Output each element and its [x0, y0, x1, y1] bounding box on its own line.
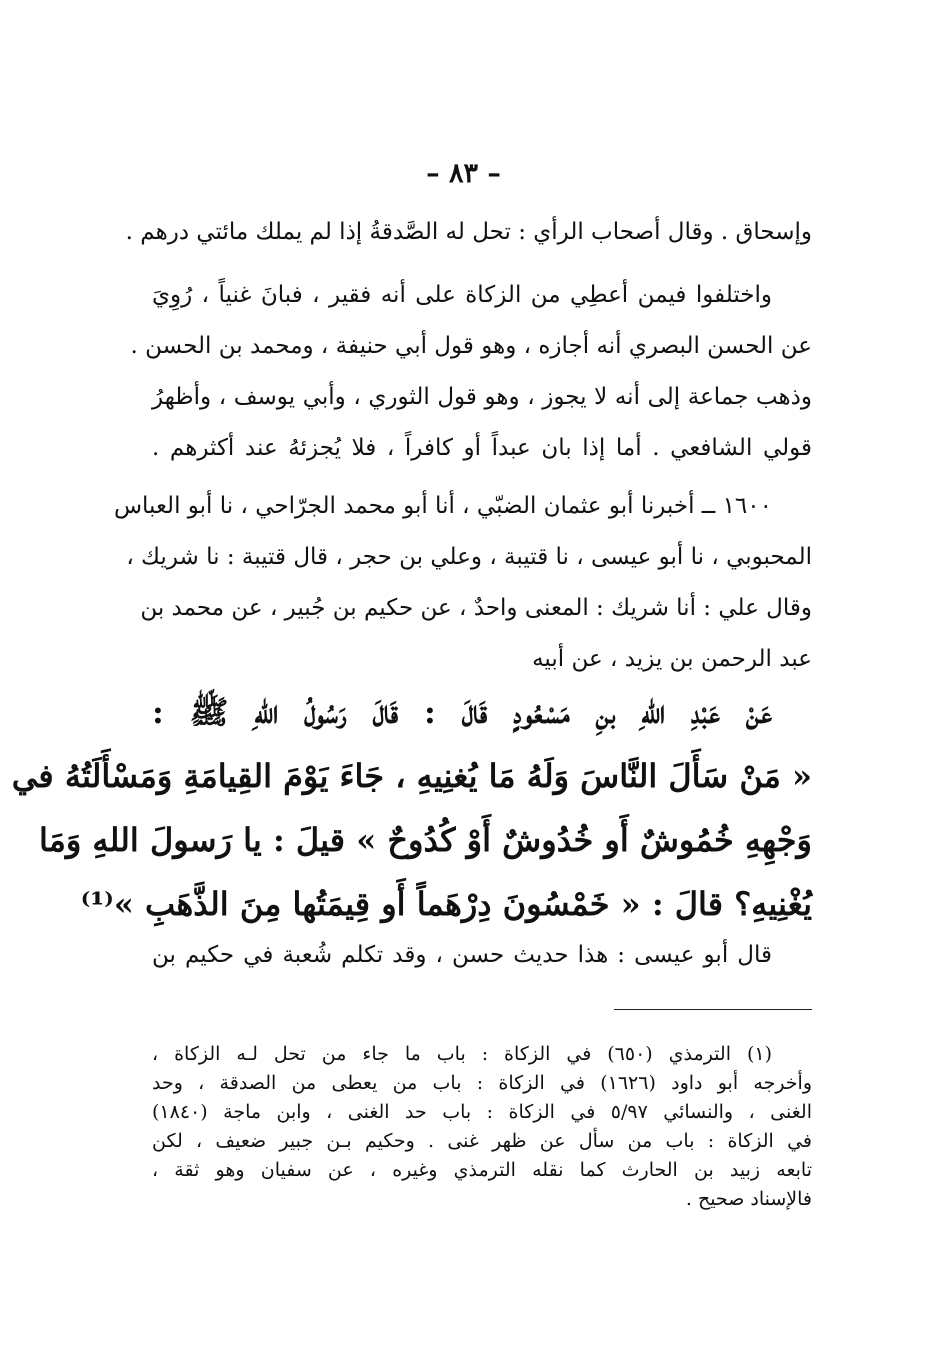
footnote-line: في الزكاة : باب من سأل عن ظهر غنى . وحكيم بـن جبير ضعيف ، لكن [152, 1130, 812, 1152]
paragraph-isnad [113, 481, 812, 685]
footnote-line: الغنى ، والنسائي ٥/٩٧ في الزكاة : باب حد الغنى ، وابن ماجة (١٨٤٠) [152, 1101, 812, 1123]
footnote-line: (١) الترمذي (٦٥٠) في الزكاة : باب ما جاء من تحل لـه الزكاة ، [152, 1043, 772, 1065]
text-line: ١٦٠٠ ــ أخبرنا أبو عثمان الضبّي ، أنا أبو محمد الجرّاحي ، نا أبو العباس [113, 493, 772, 519]
text-line: المحبوبي ، نا أبو عيسى ، نا قتيبة ، وعلي بن حجر ، قال قتيبة : نا شريك ، [126, 544, 812, 570]
continuation-text [125, 207, 812, 258]
footnote-line: تابعه زبيد بن الحارث كما نقله الترمذي وغيره ، عن سفيان وهو ثقة ، [152, 1159, 812, 1181]
text-line: واختلفوا فيمن أعطِي من الزكاة على أنه فقير ، فبانَ غنياً ، رُوِيَ [152, 282, 772, 308]
page-number: – ٨٣ – [426, 158, 501, 189]
text-line: وذهب جماعة إلى أنه لا يجوز ، وهو قول الثوري ، وأبي يوسف ، وأظهرُ [152, 384, 812, 410]
hadith-line: « مَنْ سَأَلَ النَّاسَ وَلَهُ مَا يُغنِيهِ ، جَاءَ يَوْمَ القِيامَةِ وَمَسْأَلَتُهُ في [11, 757, 812, 795]
paragraph-zakat-dispute [130, 270, 812, 474]
hadith-line: وَجْهِهِ خُمُوشٌ أَو خُدُوشٌ أَوْ كُدُوحٌ » قيلَ : يا رَسولَ اللهِ وَمَا [38, 821, 812, 859]
hadith-text [11, 680, 812, 936]
text-line: قولي الشافعي . أما إذا بان عبداً أو كافراً ، فلا يُجزئهُ عند أكثرهم . [152, 435, 812, 461]
footnote-line: وأخرجه أبو داود (١٦٢٦) في الزكاة : باب من يعطى من الصدقة ، وحد [152, 1072, 813, 1094]
text-line: عن الحسن البصري أنه أجازه ، وهو قول أبي حنيفة ، ومحمد بن الحسن . [130, 333, 812, 359]
footnote-divider [614, 1009, 812, 1010]
text-line: عبد الرحمن بن يزيد ، عن أبيه [532, 646, 812, 672]
footnotes [152, 1040, 812, 1214]
text-line: قال أبو عيسى : هذا حديث حسن ، وقد تكلم شُعبة في حكيم بن [152, 942, 772, 968]
footnote-line: فالإسناد صحيح . [685, 1188, 812, 1210]
hadith-line: عَنْ عَبْدِ اللهِ بنِ مَسْعُودٍ قَالَ : قَالَ رَسُولُ اللهِ ﷺ : [152, 693, 772, 731]
text-line: وإسحاق . وقال أصحاب الرأي : تحل له الصَّدقةُ إذا لم يملك مائتي درهم . [125, 219, 812, 245]
text-line: وقال علي : أنا شريك : المعنى واحدٌ ، عن حكيم بن جُبير ، عن محمد بن [140, 595, 812, 621]
grading-text [152, 930, 812, 981]
hadith-line: يُغْنِيهِ؟ قالَ : « خَمْسُونَ دِرْهَماً أَو قِيمَتُها مِنَ الذَّهَبِ »⁽¹⁾ [80, 885, 812, 923]
